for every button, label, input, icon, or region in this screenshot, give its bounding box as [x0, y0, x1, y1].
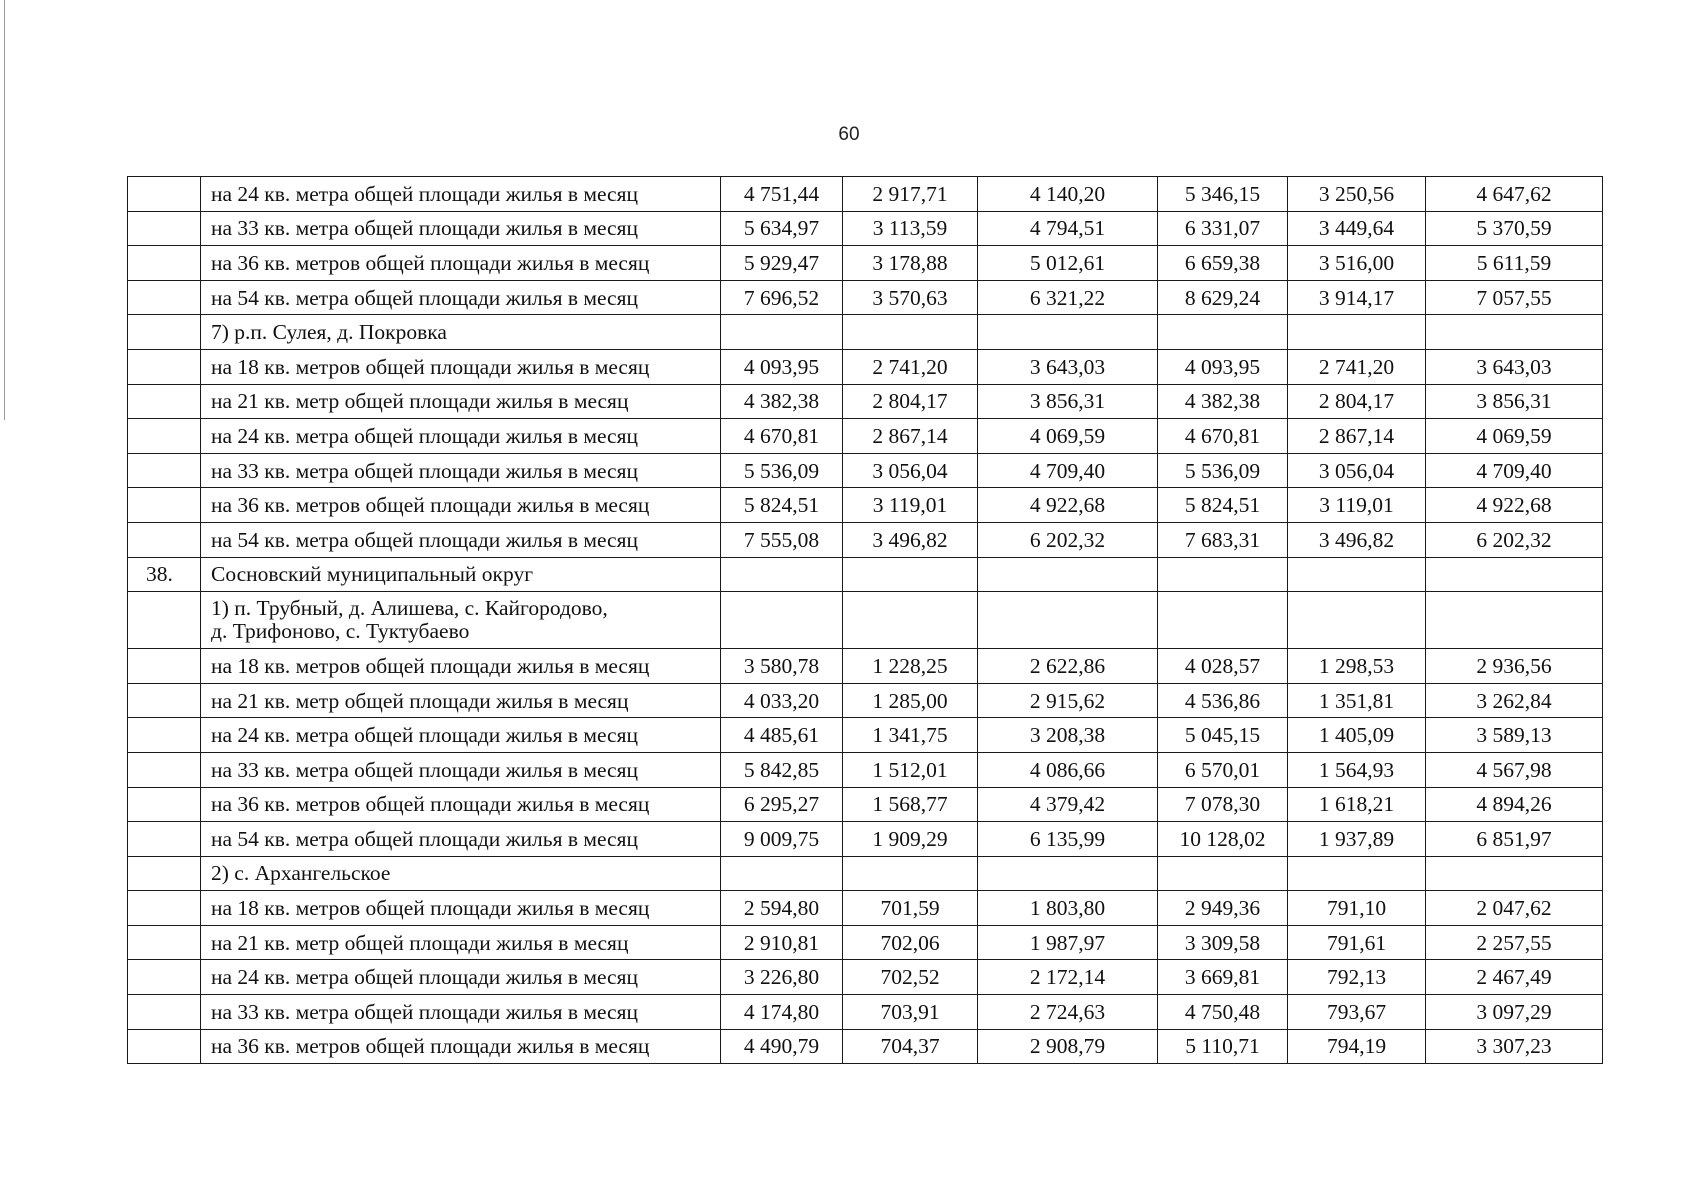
value-cell-col-2: 701,59: [843, 891, 978, 926]
table-row: [128, 718, 1603, 753]
table-row: [128, 419, 1603, 454]
table-row: [128, 177, 1603, 212]
row-label-cell: на 21 кв. метр общей площади жилья в месяц: [201, 925, 721, 960]
value-cell-col-3: 2 908,79: [978, 1029, 1158, 1064]
value-cell-col-2: 1 341,75: [843, 718, 978, 753]
row-label-cell: на 54 кв. метра общей площади жилья в месяц: [201, 522, 721, 557]
value-cell-col-5: 3 056,04: [1288, 453, 1426, 488]
table-body: [128, 177, 1603, 1064]
value-cell-col-1: 4 751,44: [721, 177, 843, 212]
value-cell-col-6: [1426, 592, 1603, 649]
value-cell-col-1: [721, 315, 843, 350]
value-cell-col-1: 5 536,09: [721, 453, 843, 488]
value-cell-col-6: 3 643,03: [1426, 349, 1603, 384]
row-label-cell: на 36 кв. метров общей площади жилья в месяц: [201, 488, 721, 523]
value-cell-col-5: 1 351,81: [1288, 683, 1426, 718]
row-label-cell: на 36 кв. метров общей площади жилья в месяц: [201, 787, 721, 822]
value-cell-col-4: 5 824,51: [1158, 488, 1288, 523]
value-cell-col-4: 5 045,15: [1158, 718, 1288, 753]
value-cell-col-5: 2 741,20: [1288, 349, 1426, 384]
value-cell-col-2: 2 867,14: [843, 419, 978, 454]
table-row: [128, 246, 1603, 281]
row-label-line-1: 1) п. Трубный, д. Алишева, с. Кайгородово,: [211, 596, 608, 621]
value-cell-col-1: 6 295,27: [721, 787, 843, 822]
table-row: [128, 349, 1603, 384]
table-row: [128, 488, 1603, 523]
value-cell-col-3: 2 622,86: [978, 649, 1158, 684]
value-cell-col-5: 2 867,14: [1288, 419, 1426, 454]
value-cell-col-1: 5 824,51: [721, 488, 843, 523]
row-number-cell: [128, 384, 201, 419]
value-cell-col-1: 4 485,61: [721, 718, 843, 753]
value-cell-col-2: 3 056,04: [843, 453, 978, 488]
row-label-cell: 2) с. Архангельское: [201, 856, 721, 891]
value-cell-col-5: 792,13: [1288, 960, 1426, 995]
value-cell-col-1: [721, 557, 843, 592]
value-cell-col-1: 4 382,38: [721, 384, 843, 419]
table-row: [128, 752, 1603, 787]
value-cell-col-4: 6 659,38: [1158, 246, 1288, 281]
value-cell-col-3: 6 135,99: [978, 822, 1158, 857]
value-cell-col-3: 4 086,66: [978, 752, 1158, 787]
value-cell-col-2: 702,06: [843, 925, 978, 960]
row-number-cell: [128, 419, 201, 454]
value-cell-col-5: [1288, 592, 1426, 649]
row-label-cell: на 24 кв. метра общей площади жилья в месяц: [201, 419, 721, 454]
table-row: [128, 822, 1603, 857]
value-cell-col-4: [1158, 315, 1288, 350]
value-cell-col-4: 4 382,38: [1158, 384, 1288, 419]
value-cell-col-4: 5 346,15: [1158, 177, 1288, 212]
value-cell-col-1: 3 580,78: [721, 649, 843, 684]
value-cell-col-1: 7 696,52: [721, 280, 843, 315]
value-cell-col-2: 704,37: [843, 1029, 978, 1064]
value-cell-col-2: 1 909,29: [843, 822, 978, 857]
value-cell-col-3: 5 012,61: [978, 246, 1158, 281]
table-row: [128, 925, 1603, 960]
value-cell-col-2: 2 917,71: [843, 177, 978, 212]
value-cell-col-4: 5 536,09: [1158, 453, 1288, 488]
value-cell-col-1: 4 490,79: [721, 1029, 843, 1064]
value-cell-col-4: 4 670,81: [1158, 419, 1288, 454]
value-cell-col-5: 794,19: [1288, 1029, 1426, 1064]
value-cell-col-3: 3 208,38: [978, 718, 1158, 753]
row-label-cell: 7) р.п. Сулея, д. Покровка: [201, 315, 721, 350]
row-label-cell: на 33 кв. метра общей площади жилья в месяц: [201, 211, 721, 246]
value-cell-col-3: 4 922,68: [978, 488, 1158, 523]
row-label-cell: на 24 кв. метра общей площади жилья в месяц: [201, 177, 721, 212]
value-cell-col-6: 6 202,32: [1426, 522, 1603, 557]
value-cell-col-4: 4 750,48: [1158, 995, 1288, 1030]
value-cell-col-6: [1426, 557, 1603, 592]
value-cell-col-2: 3 496,82: [843, 522, 978, 557]
value-cell-col-4: 10 128,02: [1158, 822, 1288, 857]
value-cell-col-2: 703,91: [843, 995, 978, 1030]
row-label-cell: на 33 кв. метра общей площади жилья в месяц: [201, 453, 721, 488]
value-cell-col-6: 4 894,26: [1426, 787, 1603, 822]
table-row: [128, 995, 1603, 1030]
scan-edge-line: [4, 0, 5, 420]
row-label-cell: [201, 592, 721, 649]
value-cell-col-1: [721, 592, 843, 649]
value-cell-col-3: 2 915,62: [978, 683, 1158, 718]
value-cell-col-5: 1 405,09: [1288, 718, 1426, 753]
row-label-cell: на 18 кв. метров общей площади жилья в месяц: [201, 649, 721, 684]
value-cell-col-6: 3 097,29: [1426, 995, 1603, 1030]
value-cell-col-1: 5 842,85: [721, 752, 843, 787]
value-cell-col-3: [978, 856, 1158, 891]
value-cell-col-3: 4 140,20: [978, 177, 1158, 212]
row-label-cell: на 33 кв. метра общей площади жилья в месяц: [201, 752, 721, 787]
value-cell-col-6: 2 936,56: [1426, 649, 1603, 684]
table-row: [128, 1029, 1603, 1064]
value-cell-col-4: 2 949,36: [1158, 891, 1288, 926]
value-cell-col-2: 3 178,88: [843, 246, 978, 281]
value-cell-col-3: 6 202,32: [978, 522, 1158, 557]
value-cell-col-5: 3 496,82: [1288, 522, 1426, 557]
value-cell-col-4: 3 669,81: [1158, 960, 1288, 995]
row-number-cell: [128, 891, 201, 926]
value-cell-col-6: 3 307,23: [1426, 1029, 1603, 1064]
row-label-cell: Сосновский муниципальный округ: [201, 557, 721, 592]
value-cell-col-3: 2 172,14: [978, 960, 1158, 995]
row-number-cell: [128, 522, 201, 557]
value-cell-col-5: 3 449,64: [1288, 211, 1426, 246]
value-cell-col-2: [843, 856, 978, 891]
section-heading-row: [128, 592, 1603, 649]
row-number-cell: [128, 211, 201, 246]
value-cell-col-2: 3 119,01: [843, 488, 978, 523]
value-cell-col-6: 5 611,59: [1426, 246, 1603, 281]
row-number-cell: [128, 453, 201, 488]
row-number-cell: [128, 177, 201, 212]
value-cell-col-3: 4 069,59: [978, 419, 1158, 454]
value-cell-col-2: 2 804,17: [843, 384, 978, 419]
row-label-cell: на 24 кв. метра общей площади жилья в месяц: [201, 718, 721, 753]
value-cell-col-1: 5 929,47: [721, 246, 843, 281]
value-cell-col-2: 1 285,00: [843, 683, 978, 718]
value-cell-col-3: 3 856,31: [978, 384, 1158, 419]
value-cell-col-5: 1 564,93: [1288, 752, 1426, 787]
row-label-cell: на 21 кв. метр общей площади жилья в месяц: [201, 384, 721, 419]
value-cell-col-4: [1158, 592, 1288, 649]
row-number-cell: [128, 925, 201, 960]
value-cell-col-5: 1 937,89: [1288, 822, 1426, 857]
value-cell-col-6: 4 567,98: [1426, 752, 1603, 787]
value-cell-col-1: 9 009,75: [721, 822, 843, 857]
row-number-cell: [128, 995, 201, 1030]
value-cell-col-3: [978, 315, 1158, 350]
row-label-cell: на 54 кв. метра общей площади жилья в месяц: [201, 280, 721, 315]
value-cell-col-5: 3 516,00: [1288, 246, 1426, 281]
row-number-cell: [128, 488, 201, 523]
value-cell-col-4: 6 570,01: [1158, 752, 1288, 787]
value-cell-col-6: [1426, 856, 1603, 891]
row-number-cell: [128, 822, 201, 857]
row-label-cell: на 18 кв. метров общей площади жилья в месяц: [201, 891, 721, 926]
value-cell-col-2: [843, 557, 978, 592]
value-cell-col-1: 4 174,80: [721, 995, 843, 1030]
table-row: [128, 649, 1603, 684]
value-cell-col-1: 4 033,20: [721, 683, 843, 718]
row-number-cell: [128, 718, 201, 753]
value-cell-col-1: 2 594,80: [721, 891, 843, 926]
value-cell-col-2: [843, 592, 978, 649]
value-cell-col-6: 5 370,59: [1426, 211, 1603, 246]
row-label-cell: на 21 кв. метр общей площади жилья в месяц: [201, 683, 721, 718]
row-number-cell: [128, 649, 201, 684]
value-cell-col-2: 1 228,25: [843, 649, 978, 684]
row-number-cell: [128, 787, 201, 822]
value-cell-col-6: 4 647,62: [1426, 177, 1603, 212]
value-cell-col-4: 3 309,58: [1158, 925, 1288, 960]
row-number-cell: [128, 960, 201, 995]
section-heading-row: [128, 856, 1603, 891]
value-cell-col-5: 791,10: [1288, 891, 1426, 926]
value-cell-col-1: 4 093,95: [721, 349, 843, 384]
row-label-cell: на 36 кв. метров общей площади жилья в месяц: [201, 246, 721, 281]
value-cell-col-6: 3 262,84: [1426, 683, 1603, 718]
table-row: [128, 683, 1603, 718]
row-number-cell: [128, 246, 201, 281]
value-cell-col-2: 702,52: [843, 960, 978, 995]
table-row: [128, 787, 1603, 822]
row-number-cell: 38.: [128, 557, 201, 592]
section-heading-row: [128, 557, 1603, 592]
value-cell-col-5: 1 618,21: [1288, 787, 1426, 822]
value-cell-col-1: 3 226,80: [721, 960, 843, 995]
table-row: [128, 384, 1603, 419]
value-cell-col-2: 1 568,77: [843, 787, 978, 822]
value-cell-col-6: 4 922,68: [1426, 488, 1603, 523]
value-cell-col-3: [978, 557, 1158, 592]
value-cell-col-1: 4 670,81: [721, 419, 843, 454]
value-cell-col-4: 4 536,86: [1158, 683, 1288, 718]
value-cell-col-5: [1288, 856, 1426, 891]
value-cell-col-4: 5 110,71: [1158, 1029, 1288, 1064]
value-cell-col-5: 791,61: [1288, 925, 1426, 960]
value-cell-col-6: 4 069,59: [1426, 419, 1603, 454]
row-number-cell: [128, 280, 201, 315]
row-number-cell: [128, 349, 201, 384]
row-number-cell: [128, 752, 201, 787]
value-cell-col-2: 1 512,01: [843, 752, 978, 787]
row-label-cell: на 18 кв. метров общей площади жилья в месяц: [201, 349, 721, 384]
value-cell-col-4: [1158, 557, 1288, 592]
value-cell-col-3: 3 643,03: [978, 349, 1158, 384]
table-row: [128, 891, 1603, 926]
value-cell-col-6: [1426, 315, 1603, 350]
value-cell-col-6: 3 589,13: [1426, 718, 1603, 753]
value-cell-col-1: [721, 856, 843, 891]
value-cell-col-5: 1 298,53: [1288, 649, 1426, 684]
value-cell-col-4: 4 028,57: [1158, 649, 1288, 684]
value-cell-col-5: [1288, 557, 1426, 592]
value-cell-col-3: 4 379,42: [978, 787, 1158, 822]
value-cell-col-4: 7 683,31: [1158, 522, 1288, 557]
table-row: [128, 522, 1603, 557]
value-cell-col-6: 7 057,55: [1426, 280, 1603, 315]
value-cell-col-4: 6 331,07: [1158, 211, 1288, 246]
value-cell-col-3: 2 724,63: [978, 995, 1158, 1030]
row-label-cell: на 54 кв. метра общей площади жилья в месяц: [201, 822, 721, 857]
value-cell-col-1: 2 910,81: [721, 925, 843, 960]
table-row: [128, 960, 1603, 995]
value-cell-col-2: 3 113,59: [843, 211, 978, 246]
value-cell-col-5: 3 914,17: [1288, 280, 1426, 315]
row-number-cell: [128, 315, 201, 350]
value-cell-col-6: 2 257,55: [1426, 925, 1603, 960]
value-cell-col-4: [1158, 856, 1288, 891]
value-cell-col-1: 7 555,08: [721, 522, 843, 557]
value-cell-col-3: 4 794,51: [978, 211, 1158, 246]
value-cell-col-5: [1288, 315, 1426, 350]
row-number-cell: [128, 683, 201, 718]
value-cell-col-6: 2 047,62: [1426, 891, 1603, 926]
value-cell-col-5: 793,67: [1288, 995, 1426, 1030]
page-number: 60: [838, 124, 860, 145]
row-label-cell: на 33 кв. метра общей площади жилья в месяц: [201, 995, 721, 1030]
row-label-cell: на 36 кв. метров общей площади жилья в месяц: [201, 1029, 721, 1064]
value-cell-col-4: 7 078,30: [1158, 787, 1288, 822]
table-row: [128, 453, 1603, 488]
value-cell-col-2: 2 741,20: [843, 349, 978, 384]
value-cell-col-1: 5 634,97: [721, 211, 843, 246]
row-number-cell: [128, 592, 201, 649]
value-cell-col-4: 8 629,24: [1158, 280, 1288, 315]
value-cell-col-5: 3 119,01: [1288, 488, 1426, 523]
value-cell-col-3: 1 803,80: [978, 891, 1158, 926]
value-cell-col-6: 2 467,49: [1426, 960, 1603, 995]
value-cell-col-6: 6 851,97: [1426, 822, 1603, 857]
value-cell-col-6: 4 709,40: [1426, 453, 1603, 488]
value-cell-col-3: [978, 592, 1158, 649]
table-row: [128, 280, 1603, 315]
value-cell-col-2: 3 570,63: [843, 280, 978, 315]
section-heading-row: [128, 315, 1603, 350]
row-number-cell: [128, 856, 201, 891]
value-cell-col-3: 4 709,40: [978, 453, 1158, 488]
value-cell-col-3: 1 987,97: [978, 925, 1158, 960]
value-cell-col-3: 6 321,22: [978, 280, 1158, 315]
table-row: [128, 211, 1603, 246]
value-cell-col-6: 3 856,31: [1426, 384, 1603, 419]
row-number-cell: [128, 1029, 201, 1064]
value-cell-col-5: 3 250,56: [1288, 177, 1426, 212]
row-label-line-2: д. Трифоново, с. Туктубаево: [211, 619, 470, 644]
value-cell-col-4: 4 093,95: [1158, 349, 1288, 384]
tariff-table: [127, 176, 1603, 1064]
value-cell-col-2: [843, 315, 978, 350]
row-label-cell: на 24 кв. метра общей площади жилья в месяц: [201, 960, 721, 995]
value-cell-col-5: 2 804,17: [1288, 384, 1426, 419]
